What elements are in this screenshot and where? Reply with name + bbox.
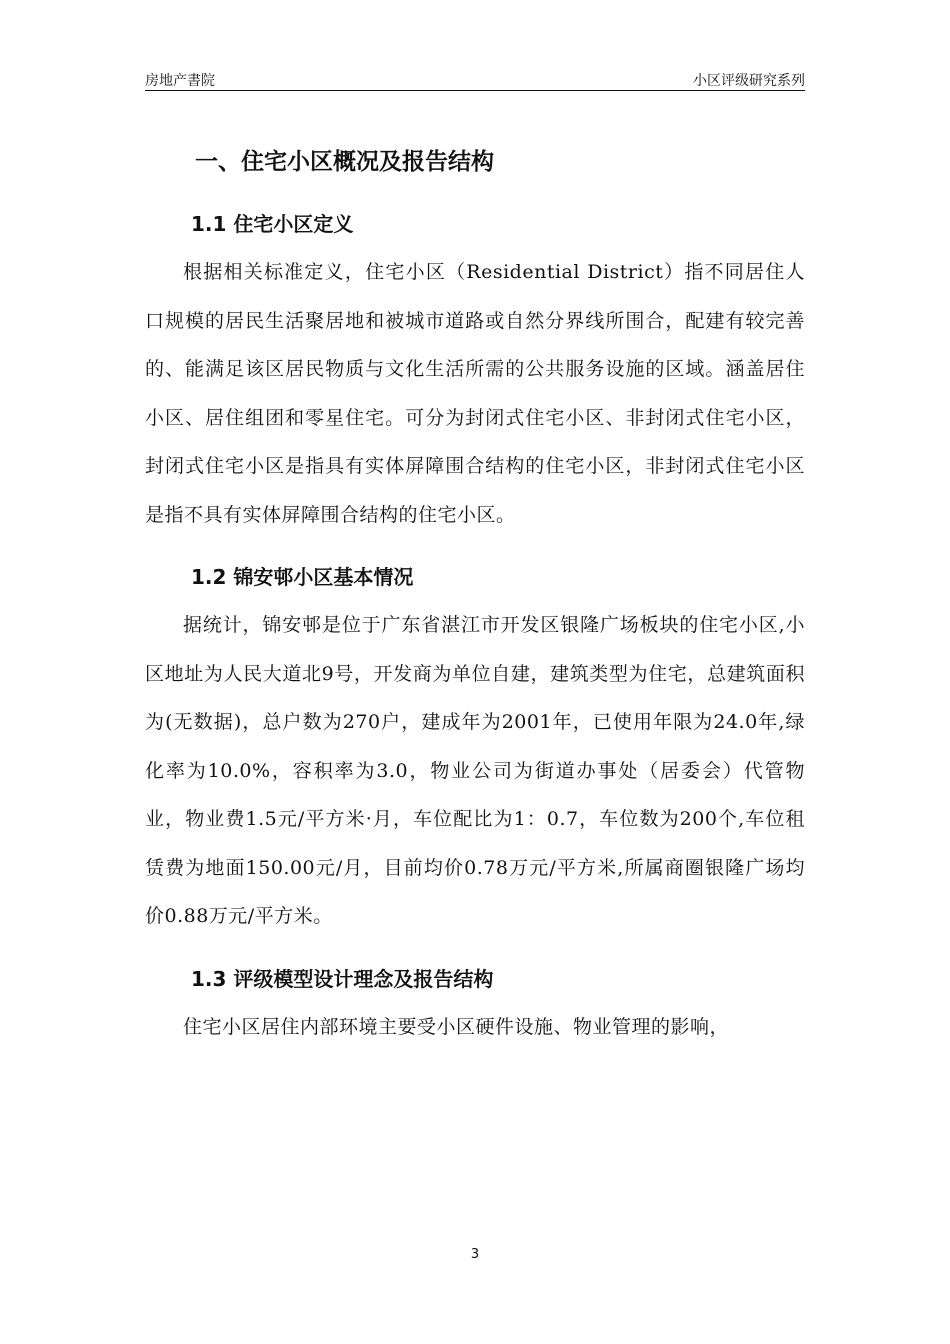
section-paragraph: 住宅小区居住内部环境主要受小区硬件设施、物业管理的影响， (183, 1015, 730, 1038)
section-1-3 (145, 963, 805, 1052)
page-header (145, 70, 805, 91)
section-1-1 (145, 208, 805, 539)
page-number: 3 (470, 1247, 480, 1262)
section-1-2 (145, 561, 805, 941)
header-left-text: 房地产書院 (145, 73, 215, 89)
section-heading: 1.3 评级模型设计理念及报告结构 (191, 966, 494, 991)
header-right-text: 小区评级研究系列 (693, 73, 805, 89)
chapter-title: 一、住宅小区概况及报告结构 (195, 149, 494, 175)
section-heading: 1.1 住宅小区定义 (191, 212, 354, 236)
section-paragraph: 根据相关标准定义，住宅小区（Residential District）指不同居住人口规模的居民生活聚居地和被城市道路或自然分界线所围合，配建有较完善的、能满足该区居民物质与文化生活所需的公共服务设施的区域。涵盖居住小区、居住组团和零星住宅。可分为封闭式住宅小区、非封闭式住宅小区，封闭式住宅小区是指具有实体屏障围合结构的住宅小区，非封闭式住宅小区是指不具有实体屏障围合结构的住宅小区。 (145, 261, 805, 526)
section-paragraph: 据统计，锦安邨是位于广东省湛江市开发区银隆广场板块的住宅小区,小区地址为人民大道北9号，开发商为单位自建，建筑类型为住宅，总建筑面积为(无数据)，总户数为270户，建成年为2001年，已使用年限为24.0年,绿化率为10.0%，容积率为3.0，物业公司为街道办事处（居委会）代管物业，物业费1.5元/平方米·月，车位配比为1：0.7，车位数为200个,车位租赁费为地面150.00元/月，目前均价0.78万元/平方米,所属商圈银隆广场均价0.88万元/平方米。 (145, 614, 805, 927)
section-heading: 1.2 锦安邨小区基本情况 (191, 565, 414, 589)
document-body (145, 138, 805, 1051)
